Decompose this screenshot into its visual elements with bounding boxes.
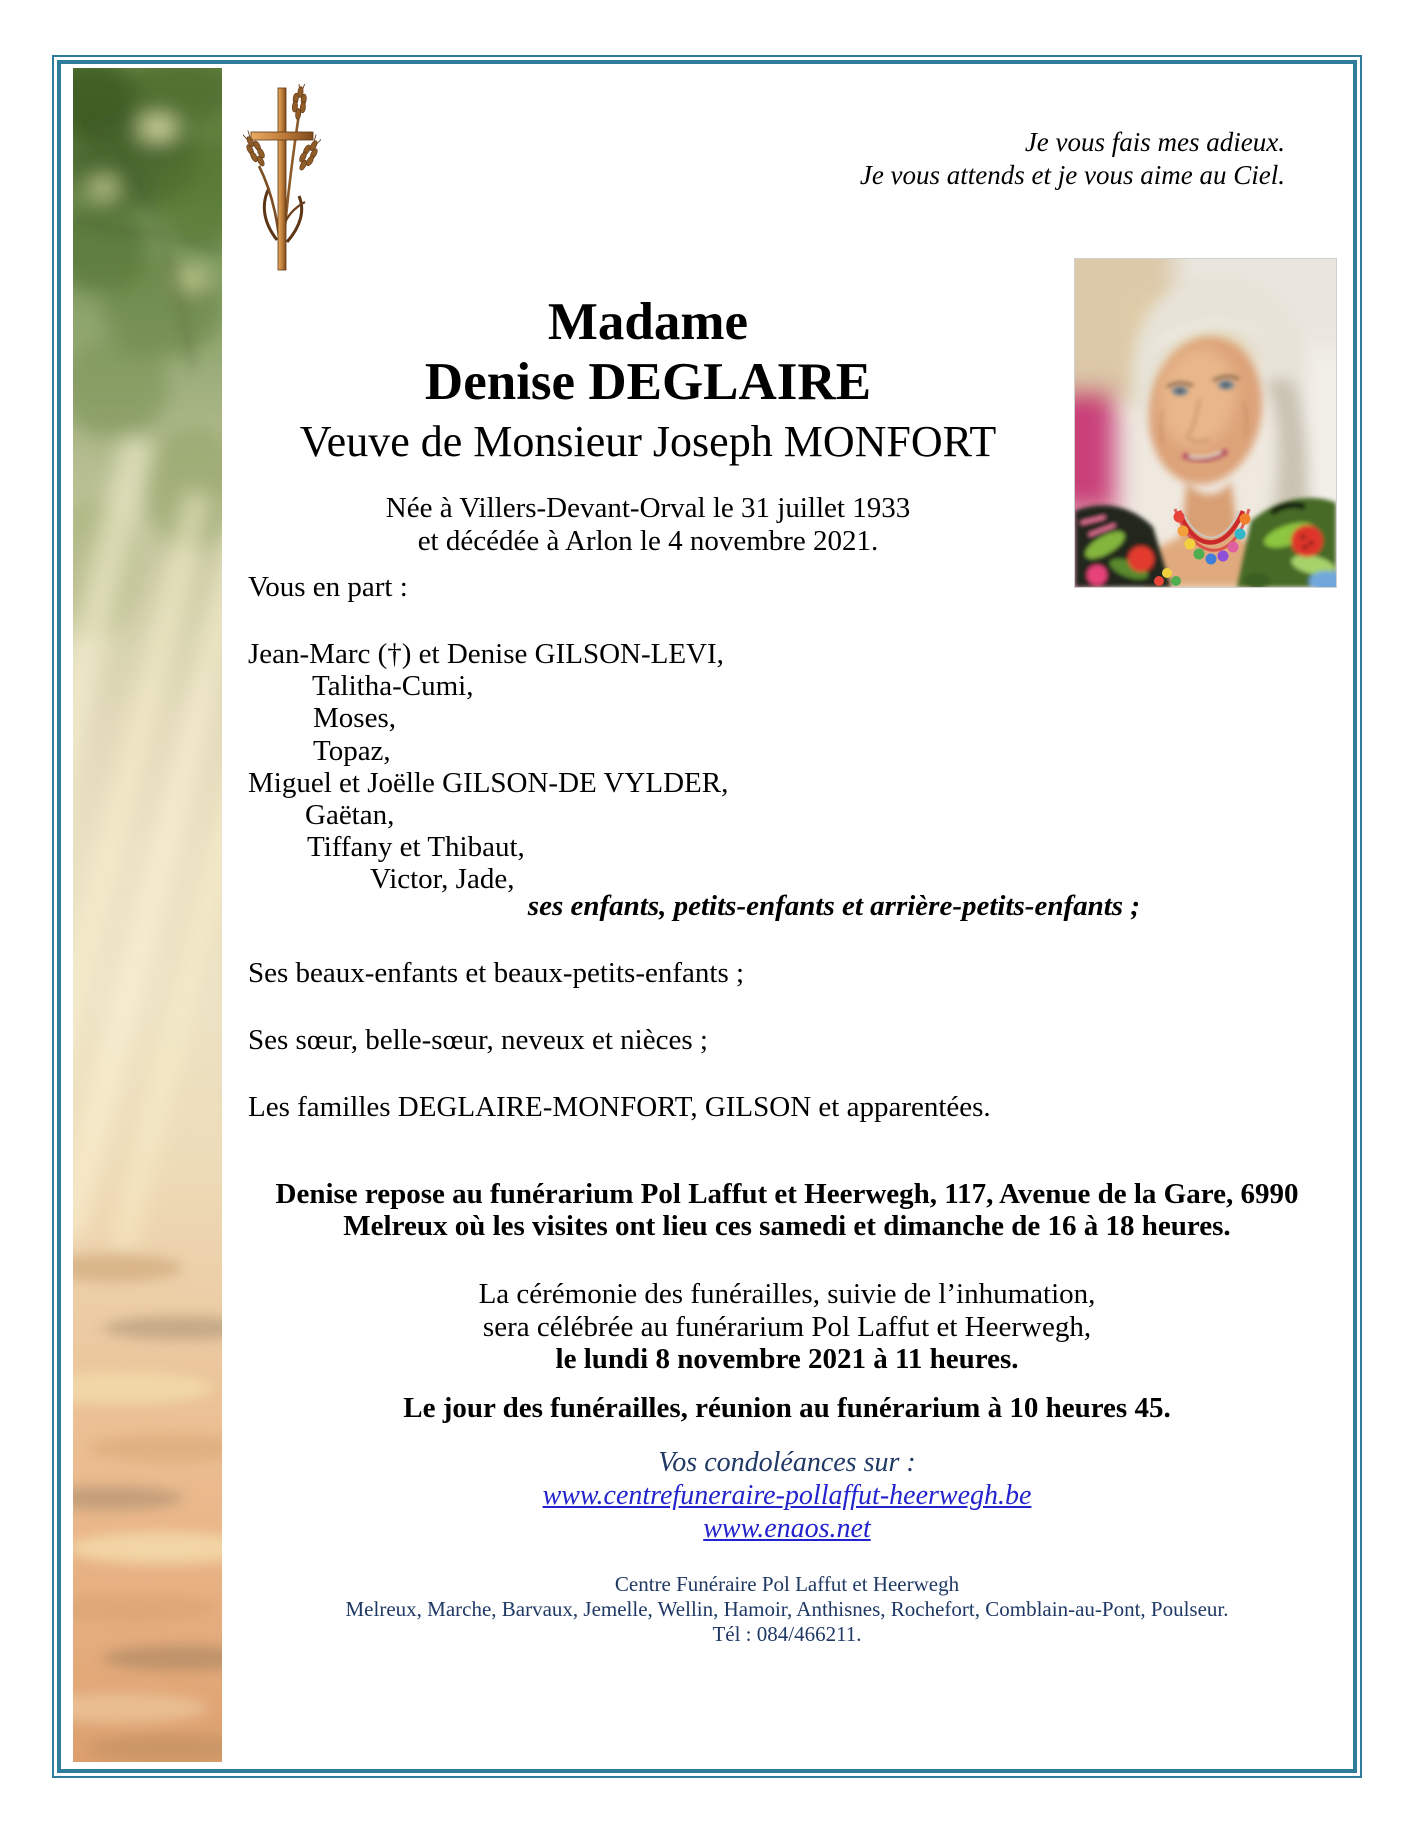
condolence-links bbox=[222, 1479, 1352, 1545]
ceremony-line: La cérémonie des funérailles, suivie de l’inhumation, bbox=[478, 1278, 1096, 1310]
family-line: Miguel et Joëlle GILSON-DE VYLDER, bbox=[248, 766, 729, 799]
deceased-title-block bbox=[222, 292, 1074, 471]
relatives-line: Ses beaux-enfants et beaux-petits-enfants ; bbox=[248, 957, 745, 989]
farewell-quote bbox=[630, 126, 1285, 192]
family-line: Talitha-Cumi, bbox=[312, 670, 474, 703]
family-list bbox=[248, 638, 728, 896]
ceremony-date-line: le lundi 8 novembre 2021 à 11 heures. bbox=[555, 1343, 1019, 1375]
family-line: Tiffany et Thibaut, bbox=[307, 831, 525, 864]
cross-wheat-icon bbox=[243, 84, 321, 276]
quote-line-1: Je vous fais mes adieux. bbox=[1024, 127, 1285, 157]
footer-locations: Melreux, Marche, Barvaux, Jemelle, Wellin, Hamoir, Anthisnes, Rochefort, Comblain-au-Pont, Poulseur. bbox=[345, 1597, 1229, 1621]
funeral-home-footer bbox=[222, 1572, 1352, 1647]
ceremony-notice bbox=[222, 1278, 1352, 1376]
family-line: Victor, Jade, bbox=[370, 863, 515, 896]
family-line: Topaz, bbox=[313, 734, 391, 767]
enaos-link[interactable]: www.enaos.net bbox=[703, 1513, 871, 1544]
family-line: Jean-Marc (†) et Denise GILSON-LEVI, bbox=[248, 638, 724, 670]
forest-path-image bbox=[73, 68, 222, 1762]
salutation: Madame bbox=[547, 293, 749, 351]
footer-phone: Tél : 084/466211. bbox=[712, 1622, 862, 1646]
announcement-intro: Vous en part : bbox=[248, 571, 408, 603]
ceremony-line: sera célébrée au funérarium Pol Laffut et Heerwegh, bbox=[482, 1310, 1092, 1343]
quote-line-2: Je vous attends et je vous aime au Ciel. bbox=[859, 160, 1285, 190]
portrait-photo bbox=[1074, 258, 1337, 588]
reunion-notice: Le jour des funérailles, réunion au funérarium à 10 heures 45. bbox=[403, 1392, 1171, 1424]
relatives-line: Les familles DEGLAIRE-MONFORT, GILSON et apparentées. bbox=[248, 1091, 991, 1123]
birth-line: Née à Villers-Devant-Orval le 31 juillet 1933 bbox=[385, 492, 911, 524]
life-dates bbox=[222, 492, 1074, 558]
family-line: Moses, bbox=[313, 702, 396, 735]
widow-relation: Veuve de Monsieur Joseph MONFORT bbox=[299, 417, 997, 466]
repose-notice bbox=[222, 1178, 1352, 1242]
relatives-line: Ses sœur, belle-sœur, neveux et nièces ; bbox=[248, 1024, 708, 1056]
repose-line: Denise repose au funérarium Pol Laffut et Heerwegh, 117, Avenue de la Gare, 6990 bbox=[275, 1178, 1299, 1210]
deceased-name: Denise DEGLAIRE bbox=[424, 353, 872, 411]
funeral-home-link[interactable]: www.centrefuneraire-pollaffut-heerwegh.be bbox=[542, 1480, 1032, 1511]
relatives-block bbox=[248, 957, 991, 1158]
repose-line: Melreux où les visites ont lieu ces samedi et dimanche de 16 à 18 heures. bbox=[343, 1210, 1231, 1242]
family-line: Gaëtan, bbox=[305, 799, 395, 832]
death-line: et décédée à Arlon le 4 novembre 2021. bbox=[417, 525, 879, 557]
descendants-line: ses enfants, petits-enfants et arrière-petits-enfants ; bbox=[527, 890, 1140, 922]
condolences-label: Vos condoléances sur : bbox=[658, 1447, 916, 1478]
forest-path-illustration bbox=[73, 68, 222, 1762]
footer-name: Centre Funéraire Pol Laffut et Heerwegh bbox=[614, 1572, 960, 1596]
